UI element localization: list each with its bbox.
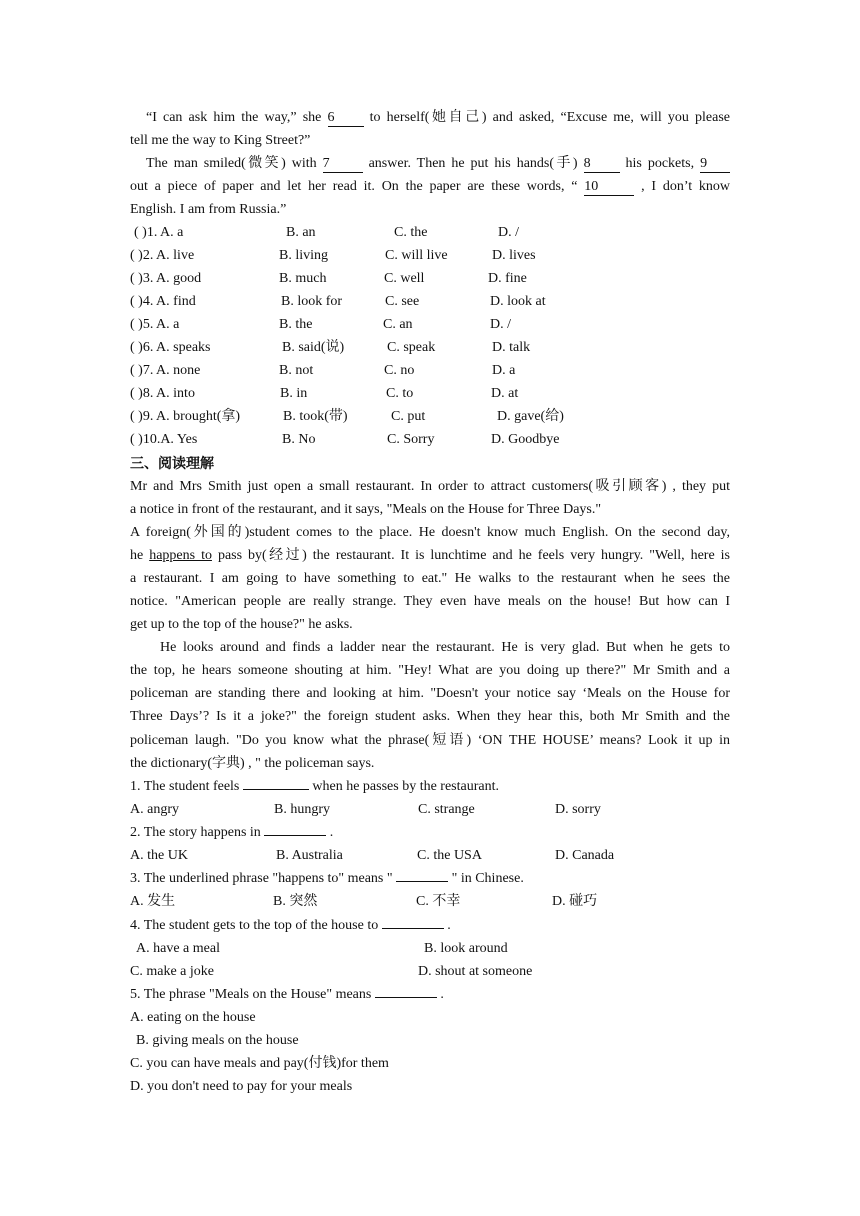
option-a: A. angry xyxy=(130,802,179,817)
passage-line: Three Days’? Is it a joke?" the foreign student asks. When they hear this, both Mr Smith and the xyxy=(130,709,730,724)
cloze-text: , I don’t know xyxy=(641,179,731,194)
answer-blank xyxy=(264,835,326,836)
option-d: D. fine xyxy=(488,271,527,286)
passage-line: policeman laugh. "Do you know what the phrase(短语) ‘ON THE HOUSE’ means? Look it up in xyxy=(130,733,730,748)
option-c: C. put xyxy=(391,409,426,424)
option-a: A. have a meal xyxy=(136,941,220,956)
option-b: B. No xyxy=(282,432,316,447)
question-number: ( )8. A. into xyxy=(130,386,195,401)
option-c: C. an xyxy=(383,317,413,332)
option-d: D. lives xyxy=(492,248,536,263)
reading-question-1 xyxy=(130,777,730,797)
passage-line: the dictionary(字典) , " the policeman says. xyxy=(130,756,375,771)
option-a: A. 发生 xyxy=(130,894,176,909)
passage-line: A foreign(外国的)student comes to the place. He doesn't know much English. On the second day, xyxy=(130,525,730,540)
question-text: . xyxy=(447,918,451,933)
blank-9: 9 xyxy=(700,156,730,173)
passage-line: notice. "American people are really strange. They even have meals on the house! But how can I xyxy=(130,594,730,609)
option-c: C. will live xyxy=(385,248,448,263)
cloze-text: The man smiled(微笑) with xyxy=(146,156,317,171)
option-b: B. said(说) xyxy=(282,340,345,355)
passage-line: get up to the top of the house?" he asks. xyxy=(130,617,353,632)
option-b: B. in xyxy=(280,386,308,401)
option-d: D. Goodbye xyxy=(491,432,560,447)
option-b: B. living xyxy=(279,248,329,263)
option-b: B. not xyxy=(279,363,314,378)
option-c: C. no xyxy=(384,363,415,378)
option-c: C. to xyxy=(386,386,414,401)
reading-question-5 xyxy=(130,985,730,1005)
question-number: ( )6. A. speaks xyxy=(130,340,211,355)
answer-blank xyxy=(396,881,448,882)
option-c: C. the xyxy=(394,225,428,240)
option-d: D. gave(给) xyxy=(497,409,564,424)
question-number: ( )5. A. a xyxy=(130,317,180,332)
reading-question-3 xyxy=(130,869,730,889)
cloze-text: to herself(她自己) and asked, “Excuse me, will you please xyxy=(369,110,731,125)
passage-line: a notice in front of the restaurant, and it says, "Meals on the House for Three Days." xyxy=(130,502,602,517)
passage-line: the top, he hears someone shouting at him. "Hey! What are you doing up there?" Mr Smith and a xyxy=(130,663,730,678)
option-b: B. much xyxy=(279,271,327,286)
option-d: D. talk xyxy=(492,340,531,355)
question-number: ( )10.A. Yes xyxy=(130,432,198,447)
option-d: D. 碰巧 xyxy=(552,894,598,909)
reading-option-5d: D. you don't need to pay for your meals xyxy=(130,1079,353,1094)
option-b: B. took(带) xyxy=(283,409,348,424)
option-d: D. at xyxy=(491,386,519,401)
cloze-paragraph-2-line-1 xyxy=(130,154,730,174)
option-d: D. / xyxy=(490,317,511,332)
option-c: C. 不幸 xyxy=(416,894,461,909)
question-text: 1. The student feels xyxy=(130,779,240,794)
question-number: ( )4. A. find xyxy=(130,294,196,309)
cloze-text: his pockets, xyxy=(625,156,695,171)
reading-question-2 xyxy=(130,823,730,843)
question-text: . xyxy=(440,987,444,1002)
question-number: ( )2. A. live xyxy=(130,248,195,263)
option-c: C. see xyxy=(385,294,420,309)
answer-blank xyxy=(382,928,444,929)
option-b: B. hungry xyxy=(274,802,330,817)
answer-blank xyxy=(375,997,437,998)
reading-question-4 xyxy=(130,916,730,936)
option-d: D. Canada xyxy=(555,848,615,863)
option-b: B. the xyxy=(279,317,313,332)
passage-line: policeman are standing there and looking at him. "Doesn't your notice say ‘Meals on the House for xyxy=(130,686,730,701)
answer-blank xyxy=(243,789,309,790)
option-c: C. make a joke xyxy=(130,964,214,979)
cloze-paragraph-2-line-3: English. I am from Russia.” xyxy=(130,202,287,217)
option-b: B. look around xyxy=(424,941,508,956)
question-number: ( )3. A. good xyxy=(130,271,202,286)
reading-option-5b: B. giving meals on the house xyxy=(136,1033,299,1048)
option-c: C. the USA xyxy=(417,848,482,863)
blank-6: 6 xyxy=(328,110,364,127)
passage-line: He looks around and finds a ladder near the restaurant. He is very glad. But when he gets to xyxy=(160,640,730,655)
passage-line: Mr and Mrs Smith just open a small restaurant. In order to attract customers(吸引顾客) , they put xyxy=(130,479,730,494)
cloze-paragraph-1-line-2: tell me the way to King Street?” xyxy=(130,133,311,148)
option-c: C. Sorry xyxy=(387,432,435,447)
passage-text: pass by(经过) the restaurant. It is lunchtime and he feels very hungry. "Well, here is xyxy=(217,548,730,563)
reading-option-5a: A. eating on the house xyxy=(130,1010,256,1025)
blank-8: 8 xyxy=(584,156,620,173)
option-b: B. Australia xyxy=(276,848,343,863)
cloze-paragraph-1-line-1 xyxy=(130,108,730,128)
blank-10: 10 xyxy=(584,179,634,196)
option-a: A. the UK xyxy=(130,848,188,863)
question-text: " in Chinese. xyxy=(451,871,524,886)
cloze-text: “I can ask him the way,” she xyxy=(146,110,322,125)
option-d: D. a xyxy=(492,363,516,378)
option-c: C. well xyxy=(384,271,425,286)
question-text: 3. The underlined phrase "happens to" means " xyxy=(130,871,393,886)
option-d: D. shout at someone xyxy=(418,964,533,979)
question-number: ( )9. A. brought(拿) xyxy=(130,409,241,424)
cloze-text: out a piece of paper and let her read it. On the paper are these words, “ xyxy=(130,179,578,194)
passage-line: a restaurant. I am going to have something to eat." He walks to the restaurant when he sees the xyxy=(130,571,730,586)
cloze-paragraph-2-line-2 xyxy=(130,177,730,197)
option-b: B. look for xyxy=(281,294,343,309)
option-d: D. / xyxy=(498,225,519,240)
option-d: D. look at xyxy=(490,294,546,309)
option-b: B. 突然 xyxy=(273,894,318,909)
question-text: . xyxy=(329,825,334,840)
option-c: C. strange xyxy=(418,802,475,817)
passage-line xyxy=(130,546,730,566)
blank-7: 7 xyxy=(323,156,363,173)
option-d: D. sorry xyxy=(555,802,601,817)
section-heading: 三、阅读理解 xyxy=(130,456,214,472)
passage-text: he xyxy=(130,548,144,563)
question-number: ( )7. A. none xyxy=(130,363,201,378)
reading-option-5c: C. you can have meals and pay(付钱)for them xyxy=(130,1056,389,1071)
underlined-phrase: happens to xyxy=(149,548,212,563)
question-text: 4. The student gets to the top of the house to xyxy=(130,918,379,933)
question-text: 2. The story happens in xyxy=(130,825,261,840)
option-b: B. an xyxy=(286,225,316,240)
question-text: when he passes by the restaurant. xyxy=(312,779,499,794)
question-text: 5. The phrase "Meals on the House" means xyxy=(130,987,372,1002)
question-number: ( )1. A. a xyxy=(134,225,184,240)
cloze-text: answer. Then he put his hands(手) xyxy=(368,156,578,171)
option-c: C. speak xyxy=(387,340,436,355)
